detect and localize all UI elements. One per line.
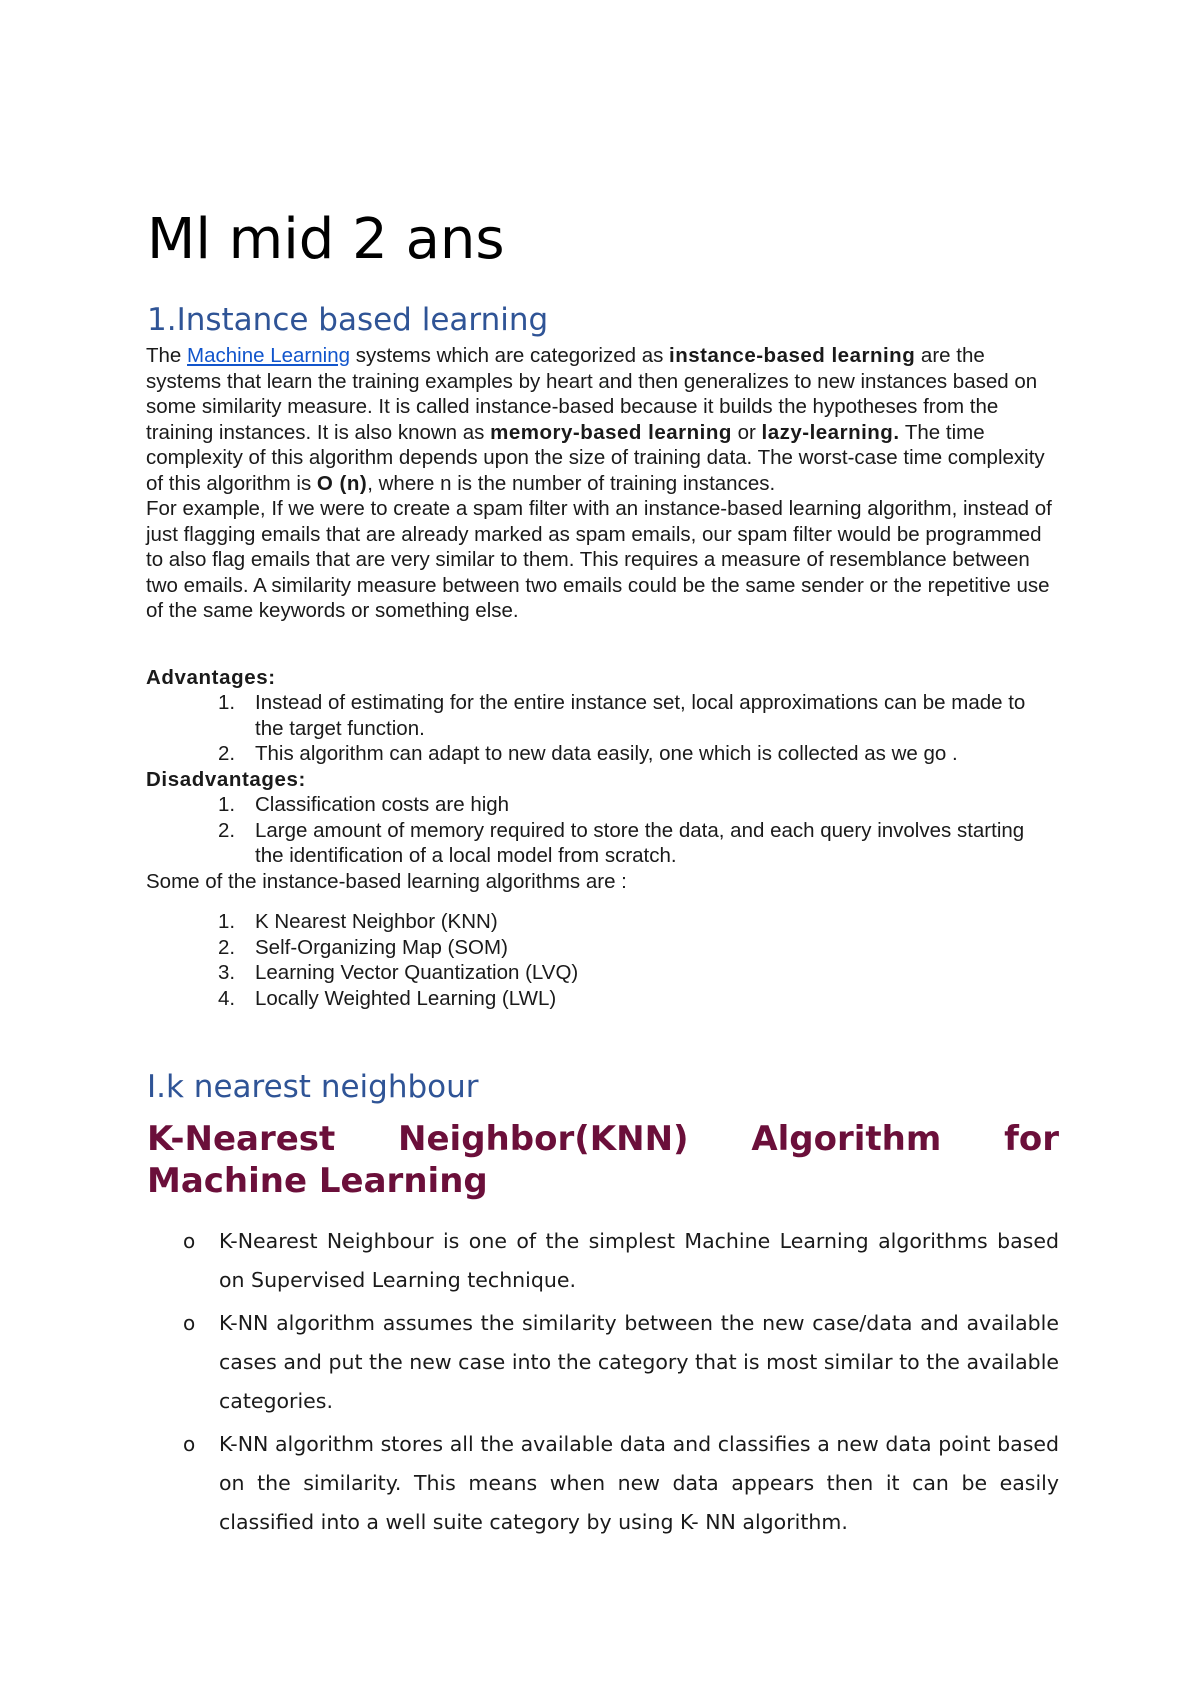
list-item xyxy=(146,818,1056,869)
bold-term: lazy-learning. xyxy=(761,420,900,444)
bullet-item xyxy=(146,1222,1059,1300)
bullet-item xyxy=(146,1304,1059,1421)
list-item-text: K Nearest Neighbor (KNN) xyxy=(255,910,498,933)
bullet-text: K-NN algorithm assumes the similarity between the new case/data and available cases and put the new case into the category that is most similar to the available categories. xyxy=(219,1311,1059,1413)
list-item-text: Locally Weighted Learning (LWL) xyxy=(255,986,557,1010)
list-number: 4. xyxy=(218,986,236,1010)
algorithms-list xyxy=(146,909,1056,1011)
list-item-text: Classification costs are high xyxy=(255,793,510,816)
machine-learning-link[interactable]: Machine Learning xyxy=(187,344,351,367)
list-number: 2. xyxy=(218,935,236,959)
list-number: 3. xyxy=(218,961,236,984)
list-item xyxy=(146,986,1056,1012)
list-number: 1. xyxy=(218,691,236,714)
disadvantages-list xyxy=(146,792,1056,869)
section-heading-instance-based: 1.Instance based learning xyxy=(147,302,549,338)
list-item xyxy=(146,792,1056,818)
intro-text-part: The xyxy=(146,344,188,367)
advantages-label: Advantages: xyxy=(146,666,276,689)
list-item xyxy=(146,741,1056,767)
list-number: 1. xyxy=(218,910,236,933)
intro-paragraph xyxy=(146,343,1056,624)
bullet-item xyxy=(146,1425,1059,1542)
list-number: 2. xyxy=(218,818,236,842)
disadvantages-label: Disadvantages: xyxy=(146,768,306,791)
list-item-text: Self-Organizing Map (SOM) xyxy=(255,935,508,959)
advantages-list xyxy=(146,690,1056,767)
intro-text-part: or xyxy=(731,420,762,444)
list-number: 2. xyxy=(218,742,236,765)
knn-bullet-list xyxy=(146,1222,1059,1546)
document-title: Ml mid 2 ans xyxy=(147,207,505,272)
example-paragraph: For example, If we were to create a spam filter with an instance-based learning algorithm, instead of just flagging emails that are already marked as spam emails, our spam filter would be programmed to also flag emails that are very similar to them. This requires a measure of resemblance between two emails. A similarity measure between two emails could be the same sender or the repetitive use of the same keywords or something else. xyxy=(146,497,1052,622)
bullet-icon: o xyxy=(183,1432,196,1456)
list-item-text: Learning Vector Quantization (LVQ) xyxy=(255,961,579,984)
intro-text-part: The time complexity of this algorithm depends upon the size of training data. The worst-case time complexity of this algorithm is xyxy=(146,420,1045,495)
list-item xyxy=(146,960,1056,986)
algorithms-intro: Some of the instance-based learning algorithms are : xyxy=(146,870,627,893)
intro-text-part: are the systems that learn the training examples by heart and then generalizes to new instances based on some similarity measure. It is called instance-based because it builds the hypotheses from the training instances. It is also known as xyxy=(146,344,1038,444)
bullet-icon: o xyxy=(183,1229,196,1253)
bullet-icon: o xyxy=(183,1311,196,1335)
list-item-text: This algorithm can adapt to new data easily, one which is collected as we go . xyxy=(255,742,958,765)
list-item-text: Large amount of memory required to store the data, and each query involves starting the identification of a local model from scratch. xyxy=(255,818,1025,867)
list-number: 1. xyxy=(218,793,236,816)
list-item xyxy=(146,909,1056,935)
list-item-text: Instead of estimating for the entire instance set, local approximations can be made to the target function. xyxy=(255,691,1026,740)
bullet-text: K-NN algorithm stores all the available data and classifies a new data point based on the similarity. This means when new data appears then it can be easily classified into a well suite category by using K- NN algorithm. xyxy=(219,1432,1059,1534)
list-item xyxy=(146,935,1056,961)
intro-text-part: , where n is the number of training instances. xyxy=(367,471,776,495)
section-heading-knn: I.k nearest neighbour xyxy=(147,1069,479,1105)
bold-term: instance-based learning xyxy=(669,344,916,367)
intro-text xyxy=(146,343,1056,496)
bold-term: memory-based learning xyxy=(490,420,732,444)
bullet-text: K-Nearest Neighbour is one of the simplest Machine Learning algorithms based on Supervised Learning technique. xyxy=(219,1229,1059,1292)
bold-term: O (n) xyxy=(316,471,368,495)
knn-article-heading: K-Nearest Neighbor(KNN) Algorithm for Machine Learning xyxy=(147,1119,1059,1201)
list-item xyxy=(146,690,1056,741)
intro-text-part: systems which are categorized as xyxy=(350,344,670,367)
